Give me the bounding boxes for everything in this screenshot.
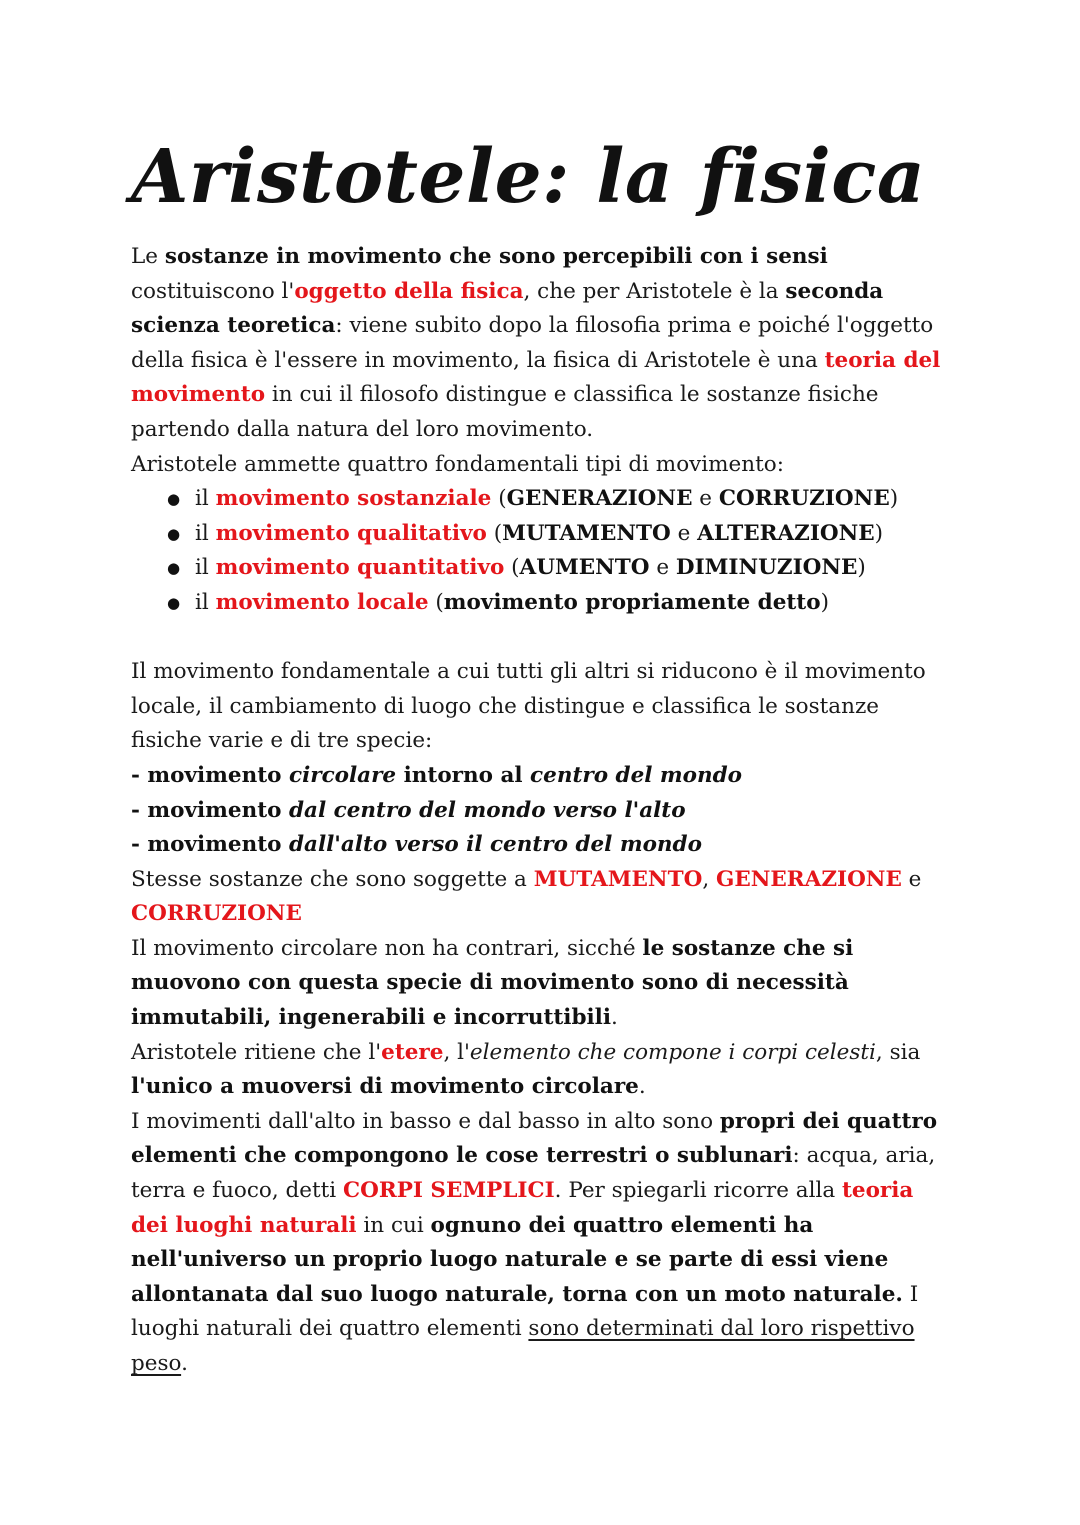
list-item: ● il movimento quantitativo (AUMENTO e DIMINUZIONE) [167,551,951,586]
local-movement-paragraph: Il movimento fondamentale a cui tutti gli altri si riducono è il movimento locale, il cambiamento di luogo che distingue e classifica le sostanze fisiche varie e di tre specie: [131,659,926,754]
types-intro: Aristotele ammette quattro fondamentali tipi di movimento: [131,451,784,477]
intro-paragraph: Le sostanze in movimento che sono percepibili con i sensi costituiscono l'oggetto della fisica, che per Aristotele è la seconda scienza teoretica: viene subito dopo la filosofia prima e poiché l'oggetto della fisica è l'essere in movimento, la fisica di Aristotele è una teoria del movimento in cui il filosofo distingue e classifica le sostanze fisiche partendo dalla natura del loro movimento. [131,244,941,442]
circular-paragraph: Il movimento circolare non ha contrari, sicché le sostanze che si muovono con questa specie di movimento sono di necessità immutabili, ingenerabili e incorruttibili. [131,935,854,1031]
page-title: Aristotele: la fisica [131,134,926,220]
species-line: - movimento dall'alto verso il centro del mondo [131,832,702,858]
list-item: ● il movimento locale (movimento propriamente detto) [167,586,951,621]
bold-text: seconda scienza teoretica [131,278,884,339]
species-line: - movimento dal centro del mondo verso l'alto [131,797,686,823]
bold-text: sostanze in movimento che sono percepibili con i sensi [164,244,828,269]
movement-types-list [131,482,951,620]
elements-paragraph: I movimenti dall'alto in basso e dal basso in alto sono propri dei quattro elementi che compongono le cose terrestri o sublunari: acqua, aria, terra e fuoco, detti CORPI SEMPLICI. Per spiegarli ricorre alla teoria dei luoghi naturali in cui ognuno dei quattro elementi ha nell'universo un proprio luogo naturale e se parte di essi viene allontanata dal suo luogo naturale, torna con un moto naturale. I luoghi naturali dei quattro elementi sono determinati dal loro rispettivo peso. [131,1108,938,1376]
highlight-text: teoria del movimento [131,347,941,408]
ether-paragraph: Aristotele ritiene che l'etere, l'elemento che compone i corpi celesti, sia l'unico a muoversi di movimento circolare. [131,1039,921,1100]
list-item: ● il movimento sostanziale (GENERAZIONE e CORRUZIONE) [167,482,951,517]
document-page [131,134,951,1382]
highlight-text: oggetto della fisica [294,278,524,304]
spacer [131,621,951,656]
substances-paragraph: Stesse sostanze che sono soggette a MUTAMENTO, GENERAZIONE e CORRUZIONE [131,866,922,927]
species-line: - movimento circolare intorno al centro del mondo [131,762,742,788]
list-item: ● il movimento qualitativo (MUTAMENTO e ALTERAZIONE) [167,517,951,552]
